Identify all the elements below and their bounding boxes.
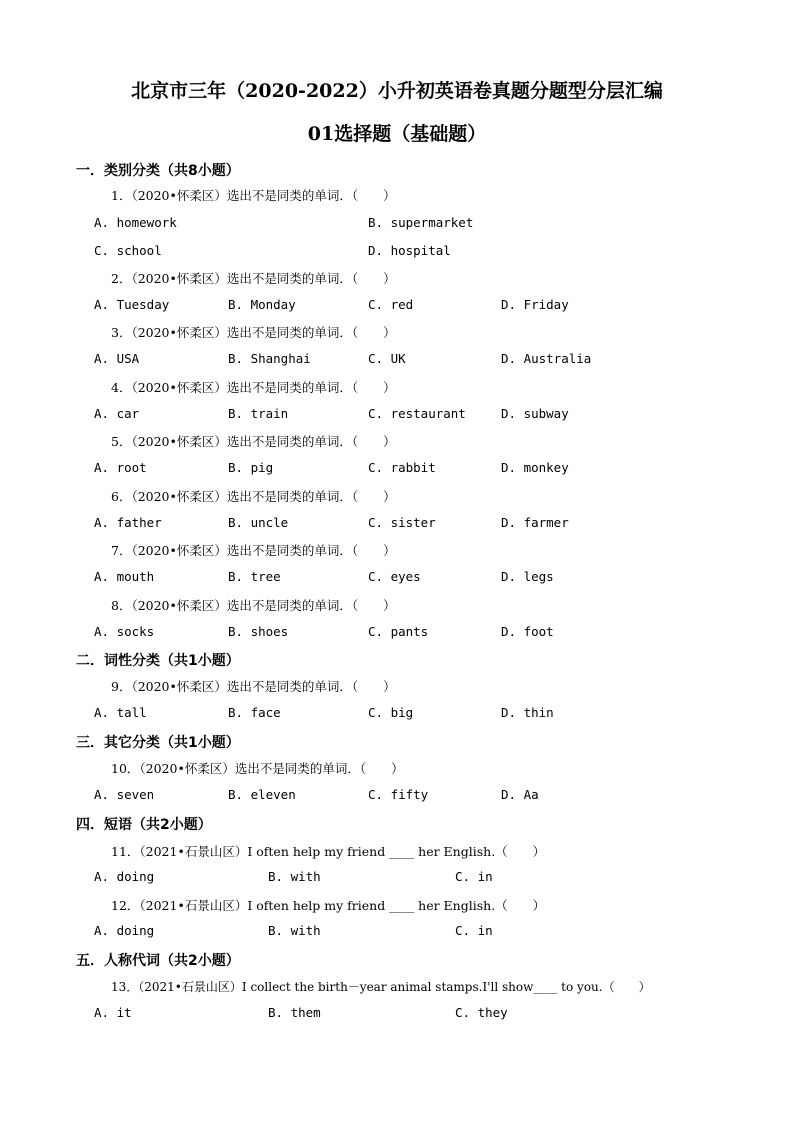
option-c: C. eyes [368,569,421,584]
question-stem: 4．（2020•怀柔区）选出不是同类的单词．（ ） [111,380,396,395]
option-d: D. Friday [501,297,569,312]
option-b: B. with [268,923,321,938]
option-d: D. farmer [501,515,569,530]
section-heading: 四．短语（共2小题） [76,817,212,833]
option-c: C. pants [368,624,429,639]
option-b: B. pig [228,460,274,475]
question-stem: 5．（2020•怀柔区）选出不是同类的单词．（ ） [111,434,396,449]
option-d: D. legs [501,569,554,584]
option-d: D. subway [501,406,569,421]
option-c: C. fifty [368,787,429,802]
question-stem: 1．（2020•怀柔区）选出不是同类的单词．（ ） [111,188,396,203]
question-stem: 2．（2020•怀柔区）选出不是同类的单词．（ ） [111,271,396,286]
option-b: B. uncle [228,515,289,530]
question-stem: 3．（2020•怀柔区）选出不是同类的单词．（ ） [111,325,396,340]
page-subtitle: 01选择题（基础题） [307,123,487,145]
question-stem: 6．（2020•怀柔区）选出不是同类的单词．（ ） [111,489,396,504]
option-c: C. in [455,869,493,884]
section-heading: 三．其它分类（共1小题） [76,735,240,751]
question-stem: 7．（2020•怀柔区）选出不是同类的单词．（ ） [111,543,396,558]
section-heading: 一．类别分类（共8小题） [76,163,240,179]
option-a: A. socks [94,624,155,639]
option-b: B. supermarket [368,215,474,230]
option-c: C. rabbit [368,460,436,475]
option-a: A. USA [94,351,140,366]
page-title: 北京市三年（2020-2022）小升初英语卷真题分题型分层汇编 [131,80,663,102]
option-c: C. big [368,705,414,720]
option-a: A. tall [94,705,147,720]
option-b: B. tree [228,569,281,584]
option-a: A. seven [94,787,155,802]
option-c: C. in [455,923,493,938]
question-stem: 11．（2021•石景山区）I often help my friend ____ her English.（ ） [111,844,546,859]
option-d: D. Australia [501,351,592,366]
option-b: B. eleven [228,787,296,802]
option-d: D. Aa [501,787,539,802]
option-a: A. father [94,515,162,530]
question-stem: 13．（2021•石景山区）I collect the birth－year animal stamps.I'll show____ to you.（ ） [111,980,651,994]
question-stem: 9．（2020•怀柔区）选出不是同类的单词．（ ） [111,679,396,694]
section-heading: 二．词性分类（共1小题） [76,653,240,669]
option-d: D. foot [501,624,554,639]
section-heading: 五．人称代词（共2小题） [76,953,240,969]
option-c: C. they [455,1005,508,1020]
question-stem: 12．（2021•石景山区）I often help my friend ____ her English.（ ） [111,898,546,913]
question-stem: 10．（2020•怀柔区）选出不是同类的单词．（ ） [111,761,404,776]
option-d: D. hospital [368,243,451,258]
option-a: A. it [94,1005,132,1020]
option-b: B. them [268,1005,321,1020]
option-a: A. Tuesday [94,297,170,312]
option-b: B. shoes [228,624,289,639]
option-b: B. face [228,705,281,720]
option-a: A. root [94,460,147,475]
option-b: B. Shanghai [228,351,311,366]
option-c: C. sister [368,515,436,530]
option-d: D. monkey [501,460,569,475]
option-a: A. homework [94,215,177,230]
option-a: A. doing [94,923,155,938]
option-b: B. train [228,406,289,421]
option-d: D. thin [501,705,554,720]
question-stem: 8．（2020•怀柔区）选出不是同类的单词．（ ） [111,598,396,613]
option-c: C. restaurant [368,406,466,421]
option-a: A. mouth [94,569,155,584]
option-c: C. red [368,297,414,312]
option-c: C. school [94,243,162,258]
option-c: C. UK [368,351,406,366]
option-a: A. car [94,406,140,421]
option-a: A. doing [94,869,155,884]
option-b: B. with [268,869,321,884]
option-b: B. Monday [228,297,296,312]
